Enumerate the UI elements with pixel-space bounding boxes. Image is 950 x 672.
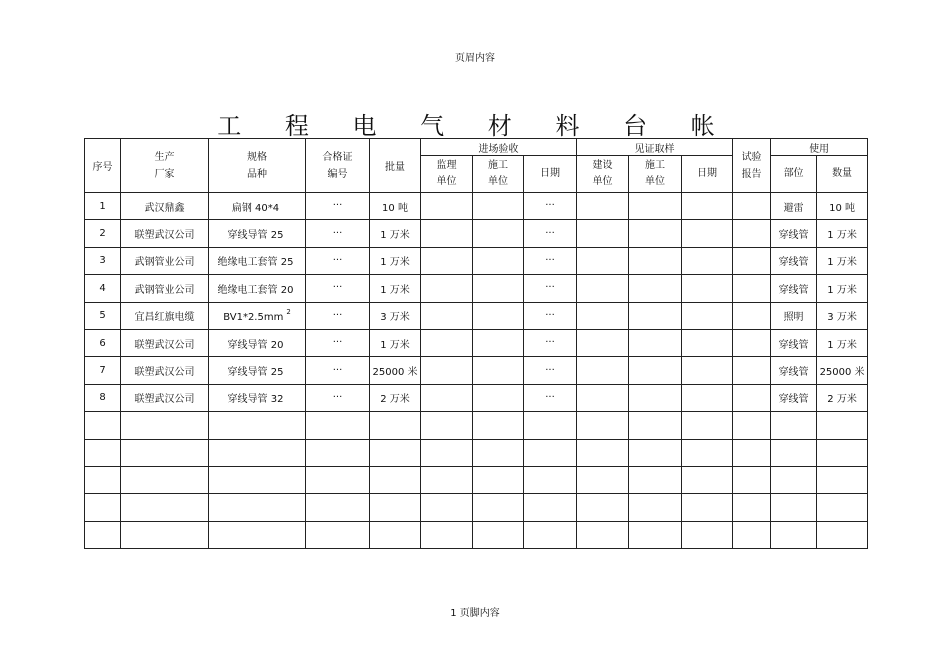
cell-part: 照明 xyxy=(771,302,817,329)
empty-row xyxy=(85,494,868,521)
table-row xyxy=(85,357,868,384)
cell-spec: 穿线导管 25 xyxy=(209,220,306,247)
cell-amount: 1 万米 xyxy=(817,329,868,356)
cell-inspection-date: ··· xyxy=(524,275,577,302)
cell-construction xyxy=(473,329,524,356)
cell-builder xyxy=(577,384,629,411)
cell-maker: 武汉鼎鑫 xyxy=(121,193,209,220)
header-witness-construction-unit: 施工 单位 xyxy=(629,156,682,193)
cell-maker: 联塑武汉公司 xyxy=(121,220,209,247)
cell-cert: ··· xyxy=(306,220,370,247)
cell-amount: 1 万米 xyxy=(817,220,868,247)
cell-qty: 1 万米 xyxy=(370,220,421,247)
cell-construction xyxy=(473,247,524,274)
header-usage-part: 部位 xyxy=(771,156,817,193)
header-builder-unit: 建设 单位 xyxy=(577,156,629,193)
cell-spec: 绝缘电工套管 20 xyxy=(209,275,306,302)
cell-inspection-date: ··· xyxy=(524,220,577,247)
cell-inspection-date: ··· xyxy=(524,193,577,220)
cell-spec: 穿线导管 32 xyxy=(209,384,306,411)
header-supervisor-unit: 监理 单位 xyxy=(421,156,473,193)
header-spec: 规格 品种 xyxy=(209,139,306,193)
cell-construction xyxy=(473,302,524,329)
cell-no: 6 xyxy=(85,329,121,356)
cell-builder xyxy=(577,247,629,274)
cell-builder xyxy=(577,275,629,302)
page-title: 工 程 电 气 材 料 台 帐 xyxy=(217,112,733,140)
cell-no: 7 xyxy=(85,357,121,384)
cell-supervisor xyxy=(421,329,473,356)
cell-spec: 扁钢 40*4 xyxy=(209,193,306,220)
cell-witness-construction xyxy=(629,329,682,356)
cell-test-report xyxy=(733,357,771,384)
cell-amount: 10 吨 xyxy=(817,193,868,220)
header-usage-amount: 数量 xyxy=(817,156,868,193)
cell-inspection-date: ··· xyxy=(524,357,577,384)
header-inspection: 进场验收 xyxy=(421,139,577,156)
cell-witness-date xyxy=(682,329,733,356)
cell-builder xyxy=(577,220,629,247)
cell-construction xyxy=(473,357,524,384)
cell-construction xyxy=(473,193,524,220)
cell-spec: 绝缘电工套管 25 xyxy=(209,247,306,274)
cell-supervisor xyxy=(421,384,473,411)
table-row xyxy=(85,302,868,329)
cell-construction xyxy=(473,275,524,302)
cell-cert: ··· xyxy=(306,384,370,411)
cell-witness-date xyxy=(682,193,733,220)
cell-amount: 1 万米 xyxy=(817,247,868,274)
cell-witness-date xyxy=(682,302,733,329)
cell-no: 1 xyxy=(85,193,121,220)
cell-construction xyxy=(473,384,524,411)
cell-maker: 武钢管业公司 xyxy=(121,247,209,274)
cell-test-report xyxy=(733,302,771,329)
cell-supervisor xyxy=(421,193,473,220)
cell-cert: ··· xyxy=(306,275,370,302)
cell-cert: ··· xyxy=(306,329,370,356)
cell-no: 4 xyxy=(85,275,121,302)
header-qty: 批量 xyxy=(370,139,421,193)
header-construction-unit: 施工 单位 xyxy=(473,156,524,193)
cell-maker: 联塑武汉公司 xyxy=(121,357,209,384)
header-maker: 生产 厂家 xyxy=(121,139,209,193)
header-seq: 序号 xyxy=(85,139,121,193)
cell-cert: ··· xyxy=(306,247,370,274)
cell-test-report xyxy=(733,247,771,274)
cell-part: 穿线管 xyxy=(771,384,817,411)
cell-supervisor xyxy=(421,247,473,274)
cell-test-report xyxy=(733,220,771,247)
cell-part: 穿线管 xyxy=(771,220,817,247)
table-row xyxy=(85,193,868,220)
cell-supervisor xyxy=(421,357,473,384)
cell-witness-construction xyxy=(629,384,682,411)
cell-witness-date xyxy=(682,357,733,384)
header-usage: 使用 xyxy=(771,139,868,156)
cell-witness-construction xyxy=(629,275,682,302)
cell-part: 穿线管 xyxy=(771,275,817,302)
empty-row xyxy=(85,466,868,493)
cell-witness-construction xyxy=(629,220,682,247)
cell-witness-date xyxy=(682,275,733,302)
cell-builder xyxy=(577,193,629,220)
cell-part: 穿线管 xyxy=(771,247,817,274)
cell-qty: 1 万米 xyxy=(370,275,421,302)
header-inspection-date: 日期 xyxy=(524,156,577,193)
cell-test-report xyxy=(733,193,771,220)
table-row xyxy=(85,275,868,302)
cell-qty: 10 吨 xyxy=(370,193,421,220)
cell-no: 5 xyxy=(85,302,121,329)
cell-builder xyxy=(577,357,629,384)
cell-part: 避雷 xyxy=(771,193,817,220)
cell-witness-construction xyxy=(629,357,682,384)
cell-no: 3 xyxy=(85,247,121,274)
cell-supervisor xyxy=(421,220,473,247)
cell-qty: 3 万米 xyxy=(370,302,421,329)
cell-qty: 25000 米 xyxy=(370,357,421,384)
page-header: 页眉内容 xyxy=(455,53,495,64)
table-row xyxy=(85,247,868,274)
cell-cert: ··· xyxy=(306,302,370,329)
cell-maker: 联塑武汉公司 xyxy=(121,384,209,411)
empty-row xyxy=(85,412,868,439)
cell-witness-construction xyxy=(629,193,682,220)
cell-maker: 宜昌红旗电缆 xyxy=(121,302,209,329)
cell-inspection-date: ··· xyxy=(524,384,577,411)
cell-supervisor xyxy=(421,275,473,302)
cell-witness-date xyxy=(682,384,733,411)
cell-supervisor xyxy=(421,302,473,329)
header-cert: 合格证 编号 xyxy=(306,139,370,193)
cell-amount: 25000 米 xyxy=(817,357,868,384)
cell-spec: BV1*2.5mm $^2$ xyxy=(209,302,306,329)
cell-test-report xyxy=(733,275,771,302)
page-footer: 1 页脚内容 xyxy=(450,608,500,619)
table-row xyxy=(85,384,868,411)
empty-row xyxy=(85,521,868,548)
cell-part: 穿线管 xyxy=(771,357,817,384)
cell-construction xyxy=(473,220,524,247)
cell-witness-construction xyxy=(629,302,682,329)
cell-inspection-date: ··· xyxy=(524,329,577,356)
empty-row xyxy=(85,439,868,466)
cell-inspection-date: ··· xyxy=(524,302,577,329)
cell-no: 8 xyxy=(85,384,121,411)
cell-qty: 1 万米 xyxy=(370,247,421,274)
cell-builder xyxy=(577,329,629,356)
cell-test-report xyxy=(733,384,771,411)
cell-inspection-date: ··· xyxy=(524,247,577,274)
cell-witness-date xyxy=(682,247,733,274)
header-test-report: 试验 报告 xyxy=(733,139,771,193)
cell-cert: ··· xyxy=(306,357,370,384)
table-row xyxy=(85,220,868,247)
cell-spec: 穿线导管 20 xyxy=(209,329,306,356)
cell-witness-date xyxy=(682,220,733,247)
cell-amount: 1 万米 xyxy=(817,275,868,302)
header-witness-date: 日期 xyxy=(682,156,733,193)
material-ledger-table xyxy=(84,138,868,549)
cell-no: 2 xyxy=(85,220,121,247)
cell-maker: 联塑武汉公司 xyxy=(121,329,209,356)
cell-qty: 1 万米 xyxy=(370,329,421,356)
cell-part: 穿线管 xyxy=(771,329,817,356)
cell-qty: 2 万米 xyxy=(370,384,421,411)
cell-cert: ··· xyxy=(306,193,370,220)
cell-test-report xyxy=(733,329,771,356)
table-row xyxy=(85,329,868,356)
header-witness: 见证取样 xyxy=(577,139,733,156)
cell-maker: 武钢管业公司 xyxy=(121,275,209,302)
cell-amount: 3 万米 xyxy=(817,302,868,329)
cell-amount: 2 万米 xyxy=(817,384,868,411)
cell-witness-construction xyxy=(629,247,682,274)
cell-builder xyxy=(577,302,629,329)
cell-spec: 穿线导管 25 xyxy=(209,357,306,384)
